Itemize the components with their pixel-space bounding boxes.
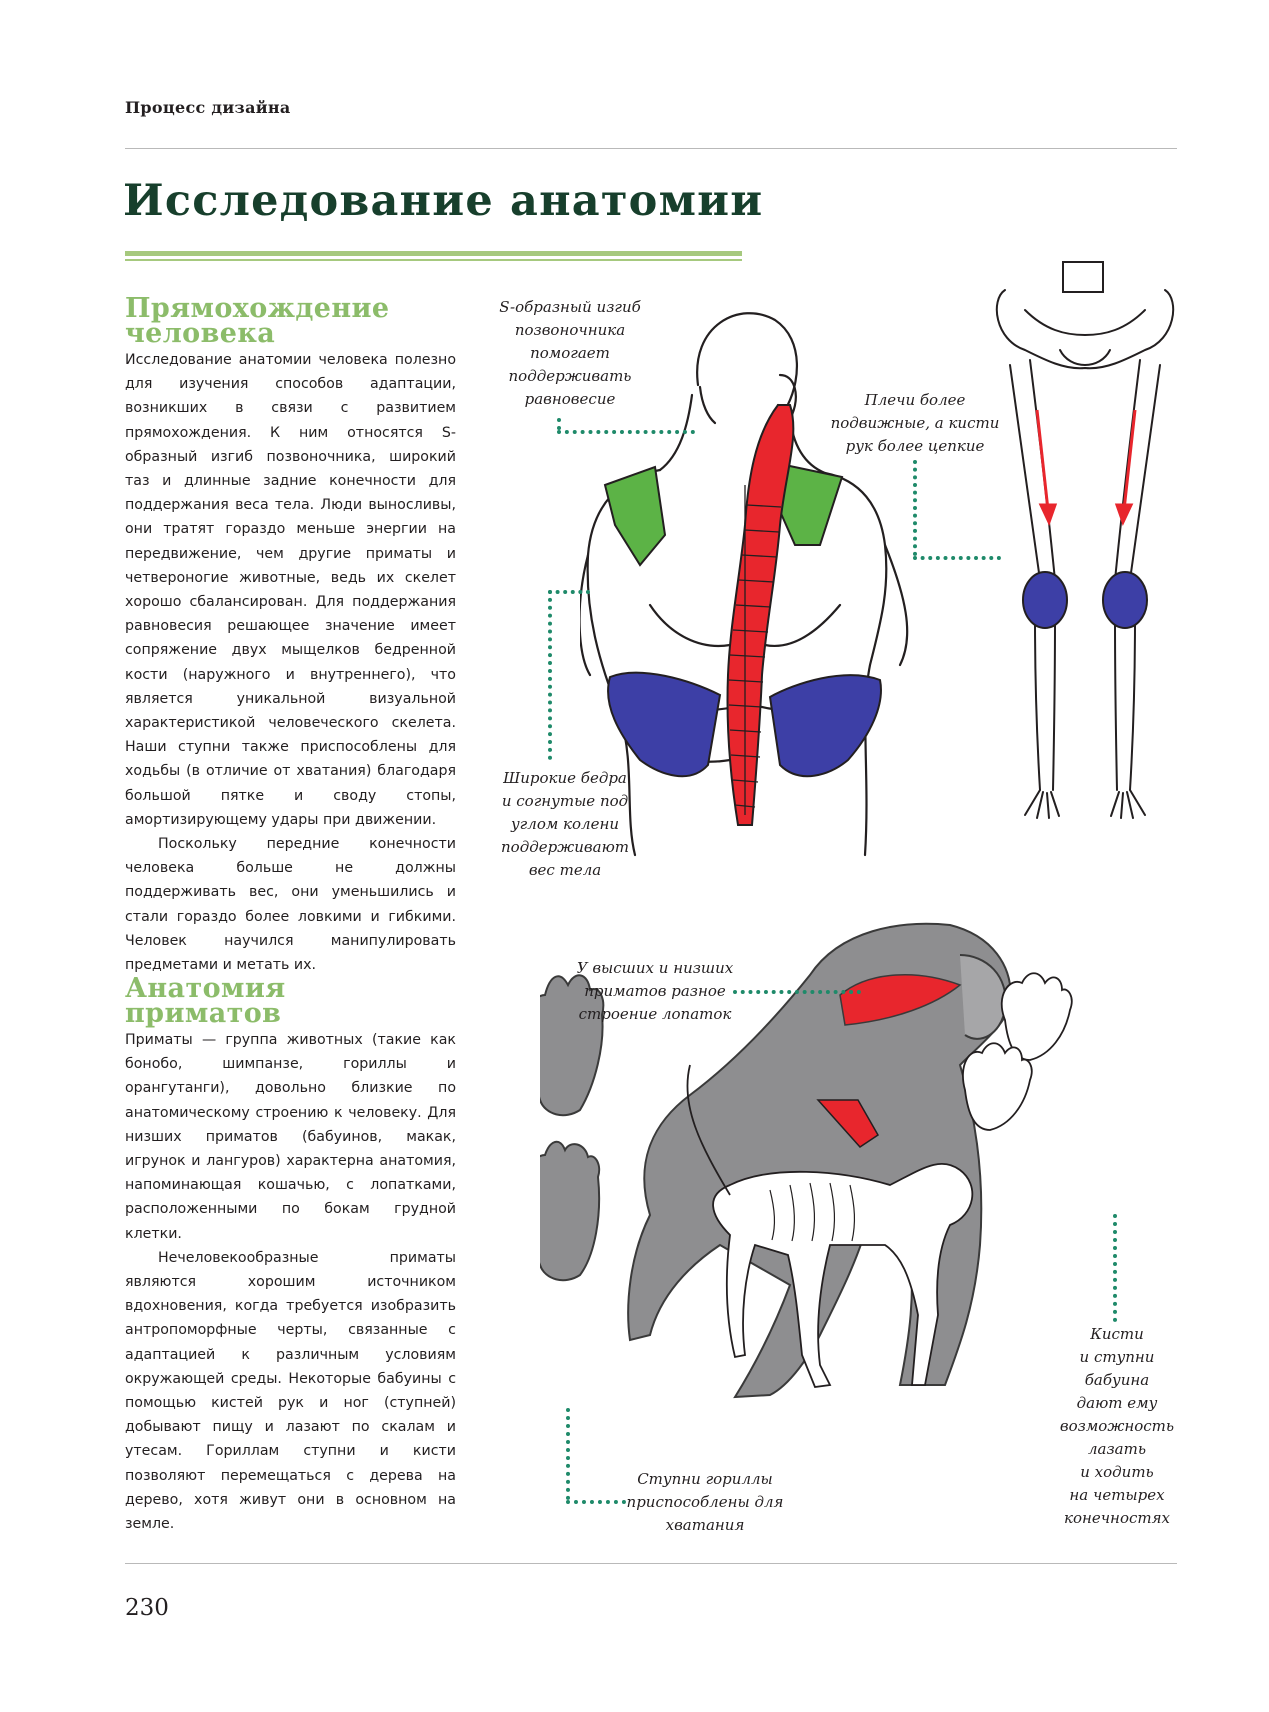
caption-spine: S-образный изгиб позвоночника помогает поддерживать равновесие bbox=[499, 298, 641, 408]
leader-dots bbox=[548, 590, 590, 594]
section-heading-primates: Анатомия приматов bbox=[125, 973, 286, 1029]
page-title: Исследование анатомии bbox=[123, 176, 764, 226]
legs-skeleton-illustration bbox=[985, 260, 1185, 820]
paragraph: Поскольку передние конечности человека больше не должны поддерживать вес, они уменьшились и стали гораздо более ловкими и гибкими. Человек научился манипулировать предметами и метать их. bbox=[125, 836, 456, 974]
header-rule bbox=[125, 148, 1177, 149]
title-underline-thin bbox=[125, 259, 742, 261]
running-head: Процесс дизайна bbox=[125, 98, 291, 117]
caption-gorilla-feet: Ступни гориллы приспособлены для хватания bbox=[626, 1470, 784, 1534]
leader-dots bbox=[733, 990, 861, 994]
leader-dots bbox=[548, 590, 552, 760]
leader-dots bbox=[913, 460, 917, 556]
paragraph: Нечеловекообразные приматы являются хорошим источником вдохновения, когда требуется изобразить антропоморфные черты, связанные с адаптацией к различным условиям окружающей среды. Некоторые бабуины с помощью кистей рук и ног (ступней) добывают пищу и лазают по скалам и утесам. Гориллам ступни и кисти позволяют перемещаться с дерева на дерево, хотя живут они в основном на земле. bbox=[125, 1249, 456, 1533]
section-heading-bipedalism: Прямохождение человека bbox=[125, 293, 390, 349]
leader-dots bbox=[1113, 1214, 1117, 1322]
caption-scapula: У высших и низших приматов разное строение лопаток bbox=[576, 959, 734, 1023]
leader-dots bbox=[566, 1408, 570, 1500]
page-number: 230 bbox=[125, 1595, 169, 1621]
caption-shoulders: Плечи более подвижные, а кисти рук более цепкие bbox=[830, 391, 1000, 455]
caption-baboon-limbs: Кисти и ступни бабуина дают ему возможность лазать и ходить на четырех конечностях bbox=[1059, 1325, 1175, 1527]
paragraph: Приматы — группа животных (такие как бонобо, шимпанзе, гориллы и орангутанги), довольно близкие по анатомическому строению к человеку. Для низших приматов (бабуинов, макак, игрунок и лангуров) характерна анатомия, напоминающая кошачью, с лопатками, расположенными по бокам грудной клетки. bbox=[125, 1032, 456, 1242]
paragraph: Исследование анатомии человека полезно для изучения способов адаптации, возникших в связи с развитием прямохождения. К ним относятся S-образный изгиб позвоночника, широкий таз и длинные задние конечности для поддержания веса тела. Люди выносливы, они тратят гораздо меньше энергии на передвижение, чем другие приматы и четвероногие животные, ведь их скелет хорошо сбалансирован. Для поддержания равновесия решающее значение имеет сопряжение двух мыщелков бедренной кости (наружного и внутреннего), что является уникальной визуальной характеристикой человеческого скелета. Наши ступни также приспособлены для ходьбы (в отличие от хватания) благодаря большой пятке и своду стопы, амортизирующему удары при движении. bbox=[125, 352, 456, 828]
leader-dots bbox=[913, 556, 1001, 560]
section-body-bipedalism bbox=[125, 348, 456, 977]
footer-rule bbox=[125, 1563, 1177, 1564]
section-body-primates bbox=[125, 1028, 456, 1536]
leader-dots bbox=[557, 430, 695, 434]
caption-hips: Широкие бедра и согнутые под углом колени поддерживают вес тела bbox=[501, 769, 629, 879]
leader-dots bbox=[557, 418, 561, 430]
title-underline bbox=[125, 251, 742, 256]
